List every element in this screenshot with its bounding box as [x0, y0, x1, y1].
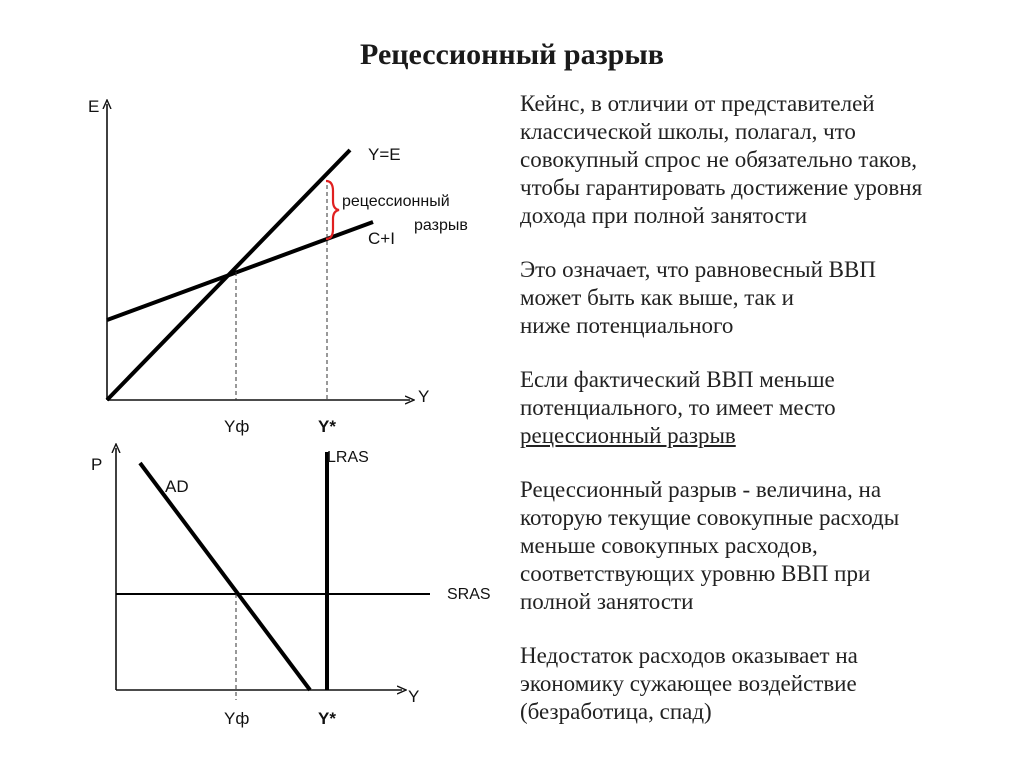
top-potential-label: Y*: [318, 417, 336, 436]
ad-label: AD: [165, 477, 189, 496]
ad-as-chart: [91, 448, 491, 728]
paragraph-if-actual: [520, 366, 1000, 450]
text-line: совокупный спрос не обязательно таков,: [520, 147, 918, 172]
aggregate-expenditure-label: C+I: [368, 229, 395, 248]
text-line: соответствующих уровню ВВП при: [520, 561, 871, 586]
text-line: дохода при полной занятости: [520, 203, 808, 228]
text-line: которую текущие совокупные расходы: [520, 505, 900, 530]
gap-label-line2: разрыв: [414, 217, 468, 234]
text-line: ниже потенциального: [520, 313, 734, 338]
text-line: (безработица, спад): [520, 699, 712, 724]
text-line: полной занятости: [520, 589, 694, 614]
recession-gap-term: рецессионный разрыв: [520, 423, 736, 448]
aggregate-demand-line: [140, 463, 310, 690]
text-line: Это означает, что равновесный ВВП: [520, 257, 876, 282]
text-line: меньше совокупных расходов,: [520, 533, 818, 558]
text-line: Если фактический ВВП меньше: [520, 367, 835, 392]
text-line: Рецессионный разрыв - величина, на: [520, 477, 882, 502]
paragraph-equilibrium: [520, 256, 1000, 340]
paragraph-definition: [520, 476, 1000, 616]
aggregate-expenditure-line: [107, 222, 373, 320]
text-line: экономику сужающее воздействие: [520, 671, 857, 696]
lras-label: LRAS: [327, 449, 369, 466]
text-line: может быть как выше, так и: [520, 285, 794, 310]
text-line: Кейнс, в отличии от представителей: [520, 91, 875, 116]
text-line: классической школы, полагал, что: [520, 119, 856, 144]
bottom-potential-label: Y*: [318, 709, 336, 728]
bottom-equilibrium-label: Yф: [224, 709, 250, 728]
top-equilibrium-label: Yф: [224, 417, 250, 436]
explanation-text: [520, 90, 1000, 752]
bottom-x-axis-label: Y: [408, 687, 420, 706]
line-45-label: Y=E: [368, 145, 401, 164]
top-y-axis-label: E: [88, 97, 100, 116]
paragraph-keynes: [520, 90, 1000, 230]
text-line: Недостаток расходов оказывает на: [520, 643, 858, 668]
top-x-axis-label: Y: [418, 387, 430, 406]
sras-label: SRAS: [447, 586, 491, 603]
recession-gap-brace: [326, 181, 339, 239]
bottom-y-axis-label: P: [91, 455, 103, 474]
page-title: Рецессионный разрыв: [360, 38, 664, 71]
keynesian-cross-chart: [88, 97, 468, 436]
paragraph-consequence: [520, 642, 1000, 726]
text-line: потенциального, то имеет место: [520, 395, 836, 420]
gap-label-line1: рецессионный: [342, 193, 450, 210]
text-line: чтобы гарантировать достижение уровня: [520, 175, 923, 200]
